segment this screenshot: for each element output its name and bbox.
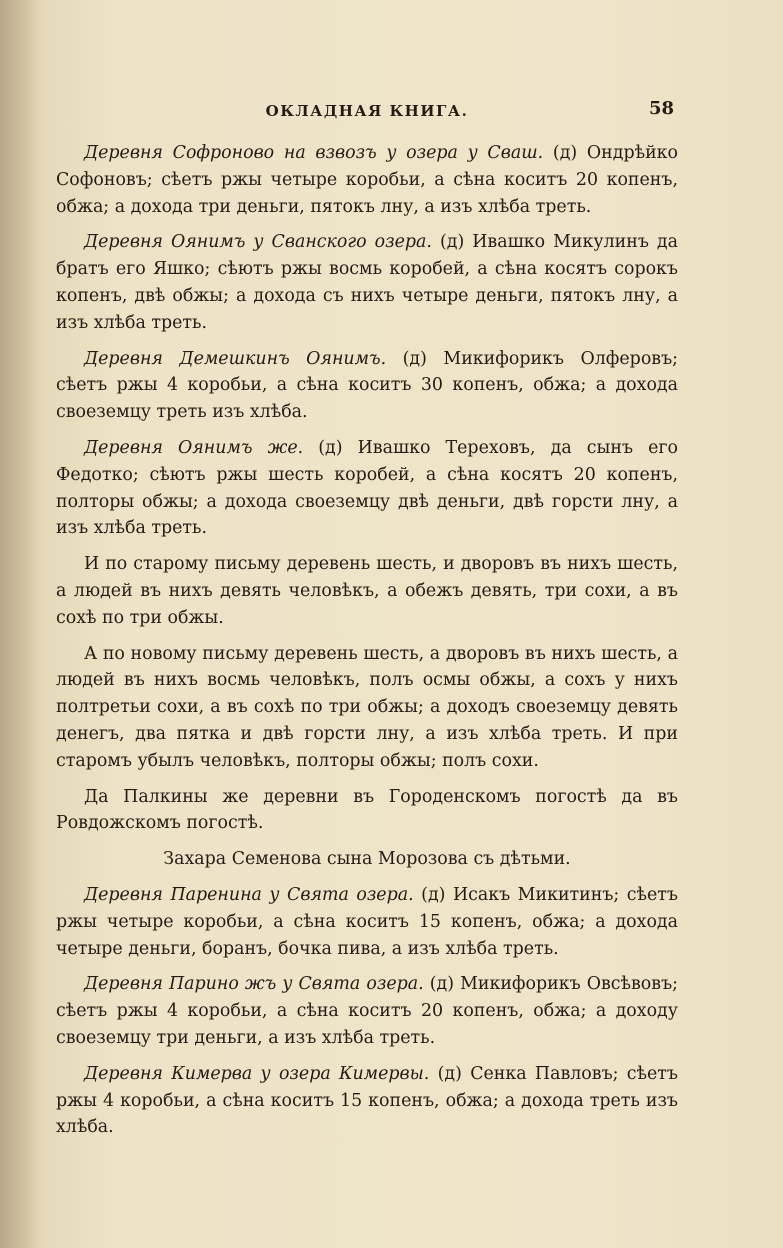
paragraph-text: (д) Ивашко Тереховъ, да сынъ его Федотко; сѣютъ ржы шесть коробей, а сѣна косятъ 20 копенъ, полторы обжы; а дохода своеземцу двѣ деньги, двѣ горсти лну, а изъ хлѣба треть.: [56, 437, 678, 539]
place-name: Деревня Оянимъ же.: [84, 437, 304, 458]
place-name: Деревня Софроново на взвозъ у озера у Сваш.: [84, 143, 544, 163]
paragraph: [56, 346, 678, 426]
paragraph-text: А по новому письму деревень шесть, а дворовъ въ нихъ шесть, а людей въ нихъ восмь человѣкъ, полъ осмы обжы, а сохъ у нихъ полтретьи сохи, а въ сохѣ по три обжы; а доходъ своеземцу девять денегъ, два пятка и двѣ горсти лну, а изъ хлѣба треть. И при старомъ убылъ человѣкъ, полторы обжы; полъ сохи.: [56, 643, 678, 771]
page-gutter-shadow: [0, 0, 38, 1248]
place-name: Деревня Оянимъ у Сванского озера.: [84, 232, 432, 253]
body-text: [56, 140, 678, 1150]
place-name: Деревня Демешкинъ Оянимъ.: [84, 348, 387, 369]
paragraph-text: (д) Исакъ Микитинъ; сѣетъ ржы четыре коробьи, а сѣна коситъ 15 копенъ, обжа; а дохода четыре деньги, боранъ, бочка пива, а изъ хлѣба треть.: [56, 884, 678, 959]
paragraph: [56, 784, 678, 838]
paragraph-text: (д) Ондрѣйко Софоновъ; сѣетъ ржы четыре коробьи, а сѣна коситъ 20 копенъ, обжа; а дохода три деньги, пятокъ лну, а изъ хлѣба треть.: [56, 143, 678, 217]
paragraph: [56, 1061, 678, 1141]
paragraph-text: (д) Сенка Павловъ; сѣетъ ржы 4 коробьи, а сѣна коситъ 15 копенъ, обжа; а дохода треть изъ хлѣба.: [56, 1063, 678, 1138]
page-header: [56, 98, 678, 128]
paragraph: [56, 140, 678, 220]
paragraph-text: (д) Микифорикъ Олферовъ; сѣетъ ржы 4 коробьи, а сѣна коситъ 30 копенъ, обжа; а дохода своеземцу треть изъ хлѣба.: [56, 348, 679, 423]
place-name: Деревня Паренина у Свята озера.: [84, 884, 414, 905]
paragraph: [56, 641, 678, 775]
paragraph-text: И по старому письму деревень шесть, и дворовъ въ нихъ шесть, а людей въ нихъ девять человѣкъ, а обежъ девять, три сохи, а въ сохѣ по три обжы.: [56, 554, 678, 628]
paragraph: [56, 971, 678, 1051]
place-name: Деревня Кимерва у озера Кимервы.: [84, 1063, 430, 1084]
paragraph: [56, 435, 678, 542]
paragraph-text: (д) Микифорикъ Овсѣвовъ; сѣетъ ржы 4 коробьи, а сѣна коситъ 20 копенъ, обжа; а доходу своеземцу три деньги, а изъ хлѣба треть.: [56, 974, 678, 1048]
paragraph-text: Захара Семенова сына Морозова съ дѣтьми.: [163, 849, 571, 870]
paragraph-text: Да Палкины же деревни въ Городенскомъ погостѣ да въ Ровдожскомъ погостѣ.: [56, 786, 678, 834]
paragraph-text: (д) Ивашко Микулинъ да братъ его Яшко; сѣютъ ржы восмь коробей, а сѣна косятъ сорокъ копенъ, двѣ обжы; а дохода съ нихъ четыре деньги, пятокъ лну, а изъ хлѣба треть.: [56, 232, 678, 333]
page-number: 58: [648, 98, 674, 119]
section-heading: [56, 846, 678, 873]
paragraph: [56, 551, 678, 631]
paragraph: [56, 882, 678, 962]
place-name: Деревня Парино жъ у Свята озера.: [84, 974, 424, 995]
running-title: ОКЛАДНАЯ КНИГА.: [265, 102, 469, 120]
paragraph: [56, 229, 678, 336]
